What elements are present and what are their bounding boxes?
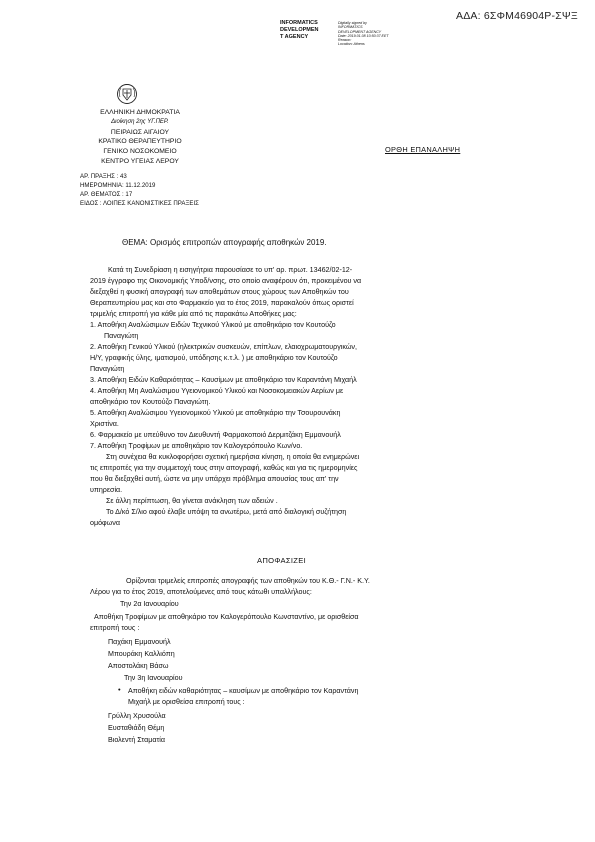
- decision-line: Αποστολάκη Βάσω: [108, 662, 169, 670]
- signature-detail: Reason:: [338, 38, 352, 43]
- decision-line: Αποθήκη ειδών καθαριότητας – καυσίμων με αποθηκάριο τον Καραντάνη: [128, 687, 359, 695]
- body-line: 5. Αποθήκη Αναλώσιμου Υγειονομικού Υλικού με αποθηκάριο την Τσουρουνάκη: [90, 409, 341, 417]
- body-line: Το Δ/κό Σ/λιο αφού έλαβε υπόψη τα ανωτέρω, μετά από διαλογική συζήτηση: [106, 508, 347, 516]
- body-line: διεξαχθεί η φυσική απογραφή των αποθεμάτων στους χώρους των Αποθηκών του: [90, 288, 349, 296]
- body-line: που θα διεξαχθεί αυτή, ώστε να μην υπάρχει πρόβλημα απουσίας τους απ' την: [90, 475, 339, 483]
- corrected-repeat-label: ΟΡΘΗ ΕΠΑΝΑΛΗΨΗ: [385, 145, 461, 154]
- body-line: Θεραπευτηρίου μας και στο Φαρμακείο για το έτος 2019, παρακαλούν όπως οριστεί: [90, 299, 354, 307]
- decision-line: Μπουράκη Καλλιόπη: [108, 650, 175, 658]
- header-line: ΠΕΙΡΑΙΩΣ ΑΙΓΑΙΟΥ: [110, 128, 170, 136]
- signature-detail: Location: Athens: [338, 42, 365, 47]
- signature-detail: INFORMATICS: [338, 25, 363, 30]
- body-line: Παναγιώτη: [90, 365, 125, 373]
- body-line: 1. Αποθήκη Αναλώσιμων Ειδών Τεχνικού Υλικού με αποθηκάριο τον Κουτούζο: [90, 321, 336, 329]
- signature-detail: DEVELOPMENT AGENCY: [338, 29, 382, 34]
- greek-coat-of-arms-icon: [116, 83, 138, 105]
- decision-line: Ορίζονται τριμελείς επιτροπές απογραφής των αποθηκών του Κ.Θ.- Γ.Ν.- Κ.Υ.: [126, 577, 370, 585]
- decision-line: Την 2α Ιανουαρίου: [120, 600, 179, 608]
- reference-block: [80, 172, 199, 208]
- signature-detail: Digitally signed by: [338, 21, 367, 25]
- body-line: Χριστίνα.: [90, 420, 119, 428]
- body-line: 7. Αποθήκη Τροφίμων με αποθηκάριο τον Καλογερόπουλο Κων/νο.: [90, 442, 303, 450]
- decision-line: επιτροπή τους :: [90, 624, 140, 632]
- signature-line: INFORMATICS: [280, 20, 318, 26]
- ada-code: ΑΔΑ: 6ΣΦΜ46904Ρ-ΣΨΞ: [456, 10, 578, 22]
- ref-line: ΑΡ. ΘΕΜΑΤΟΣ : 17: [80, 191, 133, 198]
- signature-detail: Date: 2019.01.08 10:50:37 EET: [338, 33, 389, 38]
- body-line: αποθηκάριο τον Κουτούζο Παναγιώτη.: [90, 398, 211, 406]
- body-line: 6. Φαρμακείο με υπεύθυνο τον Διευθυντή Φαρμακοποιό Δερμιτζάκη Εμμανουήλ: [90, 431, 341, 439]
- digital-signature-details: [338, 21, 389, 47]
- decision-line: Αποθήκη Τροφίμων με αποθηκάριο τον Καλογερόπουλο Κωνσταντίνο, με ορισθείσα: [94, 613, 359, 621]
- body-line: τις επιτροπές για την συμμετοχή τους στην απογραφή, καθώς και για τις ημερομηνίες: [90, 464, 358, 472]
- body-line: Παναγιώτη: [104, 332, 139, 340]
- subject-line: ΘΕΜΑ: Ορισμός επιτροπών απογραφής αποθηκών 2019.: [122, 238, 327, 247]
- header-line: ΚΕΝΤΡΟ ΥΓΕΙΑΣ ΛΕΡΟΥ: [101, 157, 179, 165]
- decision-line: Βιολεντή Σταματία: [108, 736, 165, 744]
- ref-line: ΕΙΔΟΣ : ΛΟΙΠΕΣ ΚΑΝΟΝΙΣΤΙΚΕΣ ΠΡΑΞΕΙΣ: [80, 200, 199, 207]
- body-line: 2019 έγγραφο της Οικονομικής Υποδ/νσης, στο οποίο αναφέρουν ότι, προκειμένου να: [90, 277, 362, 285]
- body-line: Σε άλλη περίπτωση, θα γίνεται ανάκληση των αδειών .: [106, 497, 278, 505]
- bullet-icon: •: [118, 685, 121, 694]
- issuer-header: [80, 108, 200, 167]
- header-line: ΓΕΝΙΚΟ ΝΟΣΟΚΟΜΕΙΟ: [103, 148, 177, 156]
- decision-heading: ΑΠΟΦΑΣΙΖΕΙ: [257, 556, 306, 565]
- body-line: τριμελής επιτροπή για κάθε μία από τις παρακάτω Αποθήκες μας:: [90, 310, 297, 318]
- body-line: υπηρεσία.: [90, 486, 123, 494]
- ref-line: ΗΜΕΡΟΜΗΝΙΑ: 11.12.2019: [80, 182, 156, 189]
- body-line: 4. Αποθήκη Μη Αναλώσιμου Υγειονομικού Υλικού και Νοσοκομειακών Αερίων με: [90, 387, 344, 395]
- decision-line: Την 3η Ιανουαρίου: [124, 674, 183, 682]
- header-line: ΚΡΑΤΙΚΟ ΘΕΡΑΠΕΥΤΗΡΙΟ: [98, 138, 182, 146]
- digital-signature-block: [280, 20, 319, 41]
- ref-line: ΑΡ. ΠΡΑΞΗΣ : 43: [80, 173, 127, 180]
- signature-line: DEVELOPMEN: [280, 27, 319, 33]
- header-line: ΕΛΛΗΝΙΚΗ ΔΗΜΟΚΡΑΤΙΑ: [100, 109, 180, 116]
- decision-line: Λέρου για το έτος 2019, αποτελούμενες από τους κάτωθι υπαλλήλους:: [90, 588, 312, 596]
- signature-line: T AGENCY: [280, 34, 309, 40]
- body-line: 2. Αποθήκη Γενικού Υλικού (ηλεκτρικών συσκευών, επίπλων, ελαιοχρωματουργικών,: [90, 343, 357, 351]
- header-line: Διοίκηση 2ης ΥΓ.ΠΕΡ.: [111, 118, 169, 125]
- decision-line: Ευσταθιάδη Θέμη: [108, 724, 165, 732]
- decision-line: Γρύλλη Χρυσούλα: [108, 712, 166, 720]
- decision-line: Παχάκη Εμμανουήλ: [108, 638, 171, 646]
- decision-line: Μιχαήλ με ορισθείσα επιτροπή τους :: [128, 698, 245, 706]
- body-line: 3. Αποθήκη Ειδών Καθαριότητας – Καυσίμων με αποθηκάριο τον Καραντάνη Μιχαήλ: [90, 376, 357, 384]
- body-line: ομόφωνα: [90, 519, 120, 527]
- body-line: Στη συνέχεια θα κυκλοφορήσει σχετική ημερήσια κίνηση, η οποία θα ενημερώνει: [106, 453, 360, 461]
- body-line: Κατά τη Συνεδρίαση η εισηγήτρια παρουσίασε το υπ' αρ. πρωτ. 13462/02-12-: [108, 266, 353, 274]
- body-line: Η/Υ, γραφικής ύλης, ιματισμού, υπόδησης κ.τ.λ. ) με αποθηκάριο τον Κουτούζο: [90, 354, 338, 362]
